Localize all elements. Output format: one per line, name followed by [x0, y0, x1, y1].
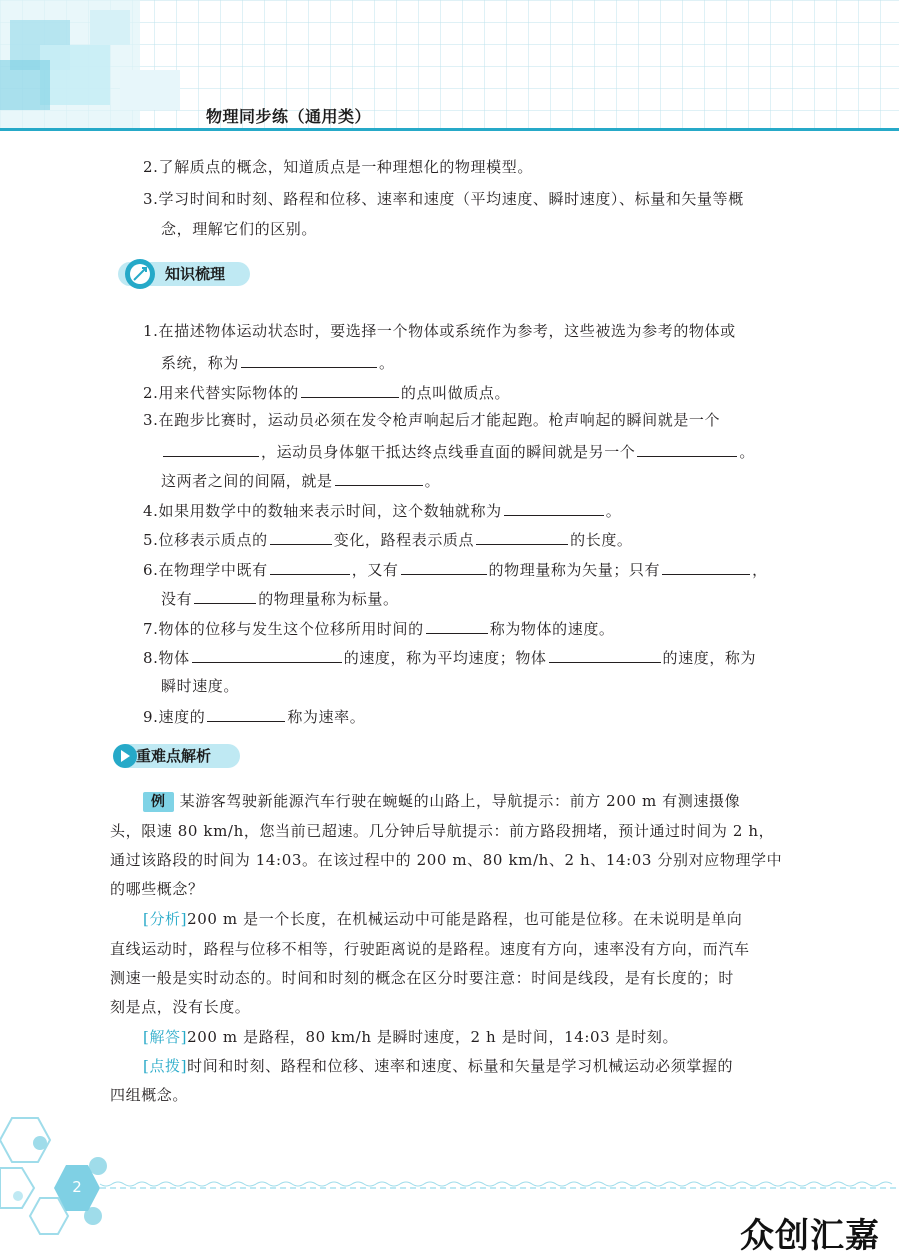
blank-field — [194, 587, 256, 604]
blank-field — [270, 528, 332, 545]
analysis-line3: 测速一般是实时动态的。时间和时刻的概念在区分时要注意：时间是线段，是有长度的；时 — [110, 969, 735, 987]
question-3-line2: ，运动员身体躯干抵达终点线垂直面的瞬间就是另一个 。 — [161, 440, 755, 462]
question-3-line3: 这两者之间的间隔，就是 。 — [161, 469, 440, 491]
analysis-line1: [分析]200 m 是一个长度，在机械运动中可能是路程，也可能是位移。在未说明是单向 — [143, 910, 743, 928]
question-4: 4.如果用数学中的数轴来表示时间，这个数轴就称为 。 — [143, 499, 621, 521]
blank-field — [426, 617, 488, 634]
question-3-line1: 3.在跑步比赛时，运动员必须在发令枪声响起后才能起跑。枪声响起的瞬间就是一个 — [143, 411, 721, 429]
blank-field — [335, 469, 423, 486]
question-2: 2.用来代替实际物体的 的点叫做质点。 — [143, 381, 510, 403]
tip-line1: [点拨]时间和时刻、路程和位移、速率和速度、标量和矢量是学习机械运动必须掌握的 — [143, 1057, 734, 1075]
blank-field — [241, 351, 377, 368]
question-8-line2: 瞬时速度。 — [161, 677, 240, 695]
objective-item-3-line2: 念，理解它们的区别。 — [161, 220, 318, 238]
question-9: 9.速度的 称为速率。 — [143, 705, 365, 727]
knowledge-heading: 知识梳理 — [165, 265, 226, 283]
question-8-line1: 8.物体 的速度，称为平均速度；物体 的速度，称为 — [143, 646, 756, 668]
example-line3: 通过该路段的时间为 14:03。在该过程中的 200 m、80 km/h、2 h、14:03 分别对应物理学中 — [110, 851, 783, 869]
blank-field — [301, 381, 399, 398]
blank-field — [637, 440, 737, 457]
blank-field — [401, 558, 487, 575]
answer-line1: [解答]200 m 是路程，80 km/h 是瞬时速度，2 h 是时间，14:03 是时刻。 — [143, 1028, 679, 1046]
tip-line2: 四组概念。 — [110, 1086, 189, 1104]
book-title: 物理同步练（通用类） — [206, 107, 372, 126]
blank-field — [163, 440, 259, 457]
example-line4: 的哪些概念？ — [110, 880, 204, 898]
blank-field — [192, 646, 342, 663]
blank-field — [270, 558, 350, 575]
analysis-label: 分析 — [149, 910, 181, 928]
example-line2: 头，限速 80 km/h，您当前已超速。几分钟后导航提示：前方路段拥堵，预计通过时间为 2 h， — [110, 822, 775, 840]
blank-field — [476, 528, 568, 545]
question-6-line2: 没有 的物理量称为标量。 — [161, 587, 399, 609]
analysis-line4: 刻是点，没有长度。 — [110, 998, 251, 1016]
objective-item-2: 2.了解质点的概念，知道质点是一种理想化的物理模型。 — [143, 158, 533, 176]
example-badge: 例 — [143, 792, 174, 812]
question-5: 5.位移表示质点的 变化，路程表示质点 的长度。 — [143, 528, 633, 550]
tip-label: 点拨 — [149, 1057, 181, 1075]
header-grid-decoration — [0, 0, 899, 135]
question-6-line1: 6.在物理学中既有 ，又有 的物理量称为矢量；只有 ， — [143, 558, 768, 580]
blank-field — [504, 499, 604, 516]
question-7: 7.物体的位移与发生这个位移所用时间的 称为物体的速度。 — [143, 617, 615, 639]
example-line1: 例 某游客驾驶新能源汽车行驶在蜿蜒的山路上，导航提示：前方 200 m 有测速摄像 — [143, 791, 740, 812]
page-header — [0, 0, 899, 135]
answer-label: 解答 — [149, 1028, 181, 1046]
blank-field — [207, 705, 285, 722]
question-1-line2: 系统，称为 。 — [161, 351, 395, 373]
analysis-heading: 重难点解析 — [136, 747, 212, 765]
page-number: 2 — [72, 1178, 82, 1196]
blank-field — [549, 646, 661, 663]
blank-field — [662, 558, 750, 575]
question-1-line1: 1.在描述物体运动状态时，要选择一个物体或系统作为参考，这些被选为参考的物体或 — [143, 322, 736, 340]
objective-item-3-line1: 3.学习时间和时刻、路程和位移、速率和速度（平均速度、瞬时速度）、标量和矢量等概 — [143, 190, 744, 208]
analysis-line2: 直线运动时，路程与位移不相等，行驶距离说的是路程。速度有方向，速率没有方向，而汽车 — [110, 940, 750, 958]
watermark: 众创汇嘉 — [740, 1216, 880, 1256]
